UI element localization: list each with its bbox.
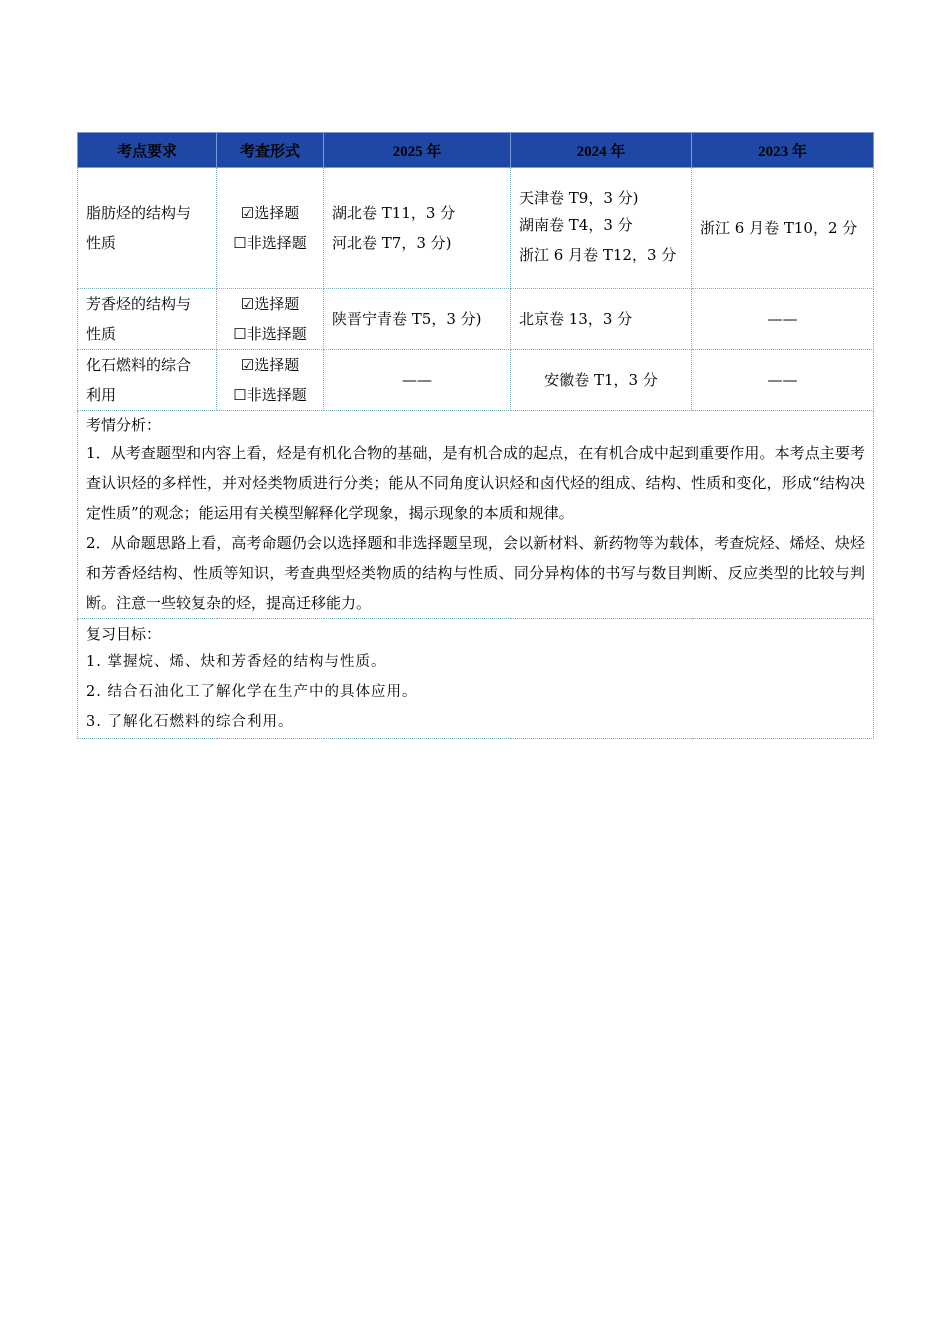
- analysis-cell: [78, 411, 874, 619]
- year-2023-cell: [692, 350, 874, 411]
- header-topic: 考点要求: [78, 133, 217, 168]
- exam-ref: 浙江 6 月卷 T10，2 分: [700, 219, 858, 237]
- analysis-title: 考情分析：: [86, 415, 162, 434]
- empty-dash: ——: [767, 310, 798, 328]
- analysis-paragraph: 1．从考查题型和内容上看，烃是有机化合物的基础，是有机合成的起点，在有机合成中起到重要作用。本考点主要考查认识烃的多样性，并对烃类物质进行分类；能从不同角度认识烃和卤代烃的组成、结构、性质和变化，形成“结构决定性质”的观念；能运用有关模型解释化学现象，揭示现象的本质和规律。: [86, 443, 865, 522]
- choice-option: [225, 350, 315, 380]
- year-2025-cell: [324, 350, 511, 411]
- form-cell: [217, 168, 324, 289]
- topic-line: 性质: [86, 234, 117, 252]
- choice-option: [225, 289, 315, 319]
- exam-ref: 湖南卷 T4，3 分: [519, 216, 633, 234]
- unchecked-box-icon: ☐: [233, 234, 247, 252]
- table-row: [78, 168, 874, 289]
- goals-cell: [78, 619, 874, 739]
- nonchoice-label: 非选择题: [246, 386, 307, 404]
- exam-ref: 湖北卷 T11，3 分: [332, 204, 456, 222]
- year-2025-cell: [324, 289, 511, 350]
- year-2023-cell: [692, 289, 874, 350]
- form-cell: [217, 350, 324, 411]
- analysis-paragraph: 2．从命题思路上看，高考命题仍会以选择题和非选择题呈现，会以新材料、新药物等为载体，考查烷烃、烯烃、炔烃和芳香烃结构、性质等知识，考查典型烃类物质的结构与性质、同分异构体的书写与数目判断、反应类型的比较与判断。注意一些较复杂的烃，提高迁移能力。: [86, 533, 865, 612]
- year-2024-cell: [511, 289, 692, 350]
- header-form: 考查形式: [217, 133, 324, 168]
- choice-label: 选择题: [254, 295, 300, 313]
- topic-line: 芳香烃的结构与: [86, 295, 192, 313]
- year-2024-cell: [511, 168, 692, 289]
- topic-line: 性质: [86, 325, 117, 343]
- topic-line: 化石燃料的综合: [86, 356, 192, 374]
- nonchoice-option: [225, 228, 315, 258]
- topic-line: 脂肪烃的结构与: [86, 204, 192, 222]
- choice-option: [225, 198, 315, 228]
- goals-title: 复习目标：: [86, 624, 162, 643]
- unchecked-box-icon: ☐: [233, 386, 247, 404]
- year-2025-cell: [324, 168, 511, 289]
- exam-point-table: [77, 132, 874, 739]
- choice-label: 选择题: [254, 356, 300, 374]
- choice-label: 选择题: [254, 204, 300, 222]
- exam-ref: 浙江 6 月卷 T12，3 分: [519, 246, 677, 264]
- goal-item: 3. 了解化石燃料的综合利用。: [86, 713, 294, 730]
- topic-cell: [78, 350, 217, 411]
- topic-cell: [78, 289, 217, 350]
- year-2023-cell: [692, 168, 874, 289]
- goal-item: 1. 掌握烷、烯、炔和芳香烃的结构与性质。: [86, 653, 387, 670]
- goals-row: [78, 619, 874, 739]
- header-2023: 2023 年: [692, 133, 874, 168]
- checked-box-icon: ☑: [240, 204, 255, 222]
- exam-ref: 安徽卷 T1，3 分: [544, 371, 658, 389]
- checked-box-icon: ☑: [240, 295, 255, 313]
- exam-ref: 陕晋宁青卷 T5，3 分): [332, 310, 482, 328]
- header-2024: 2024 年: [511, 133, 692, 168]
- topic-line: 利用: [86, 386, 117, 404]
- exam-ref: 北京卷 13，3 分: [519, 310, 633, 328]
- header-2025: 2025 年: [324, 133, 511, 168]
- table-row: [78, 289, 874, 350]
- analysis-row: [78, 411, 874, 619]
- goal-item: 2. 结合石油化工了解化学在生产中的具体应用。: [86, 683, 418, 700]
- empty-dash: ——: [402, 371, 432, 389]
- nonchoice-option: [225, 319, 315, 349]
- exam-ref: 天津卷 T9，3 分): [519, 189, 639, 207]
- exam-page: [77, 132, 873, 739]
- nonchoice-option: [225, 380, 315, 410]
- year-2024-cell: [511, 350, 692, 411]
- nonchoice-label: 非选择题: [246, 325, 307, 343]
- empty-dash: ——: [767, 371, 798, 389]
- unchecked-box-icon: ☐: [233, 325, 247, 343]
- table-row: [78, 350, 874, 411]
- nonchoice-label: 非选择题: [246, 234, 307, 252]
- topic-cell: [78, 168, 217, 289]
- table-header-row: [78, 133, 874, 168]
- exam-ref: 河北卷 T7，3 分): [332, 234, 452, 252]
- form-cell: [217, 289, 324, 350]
- checked-box-icon: ☑: [240, 356, 255, 374]
